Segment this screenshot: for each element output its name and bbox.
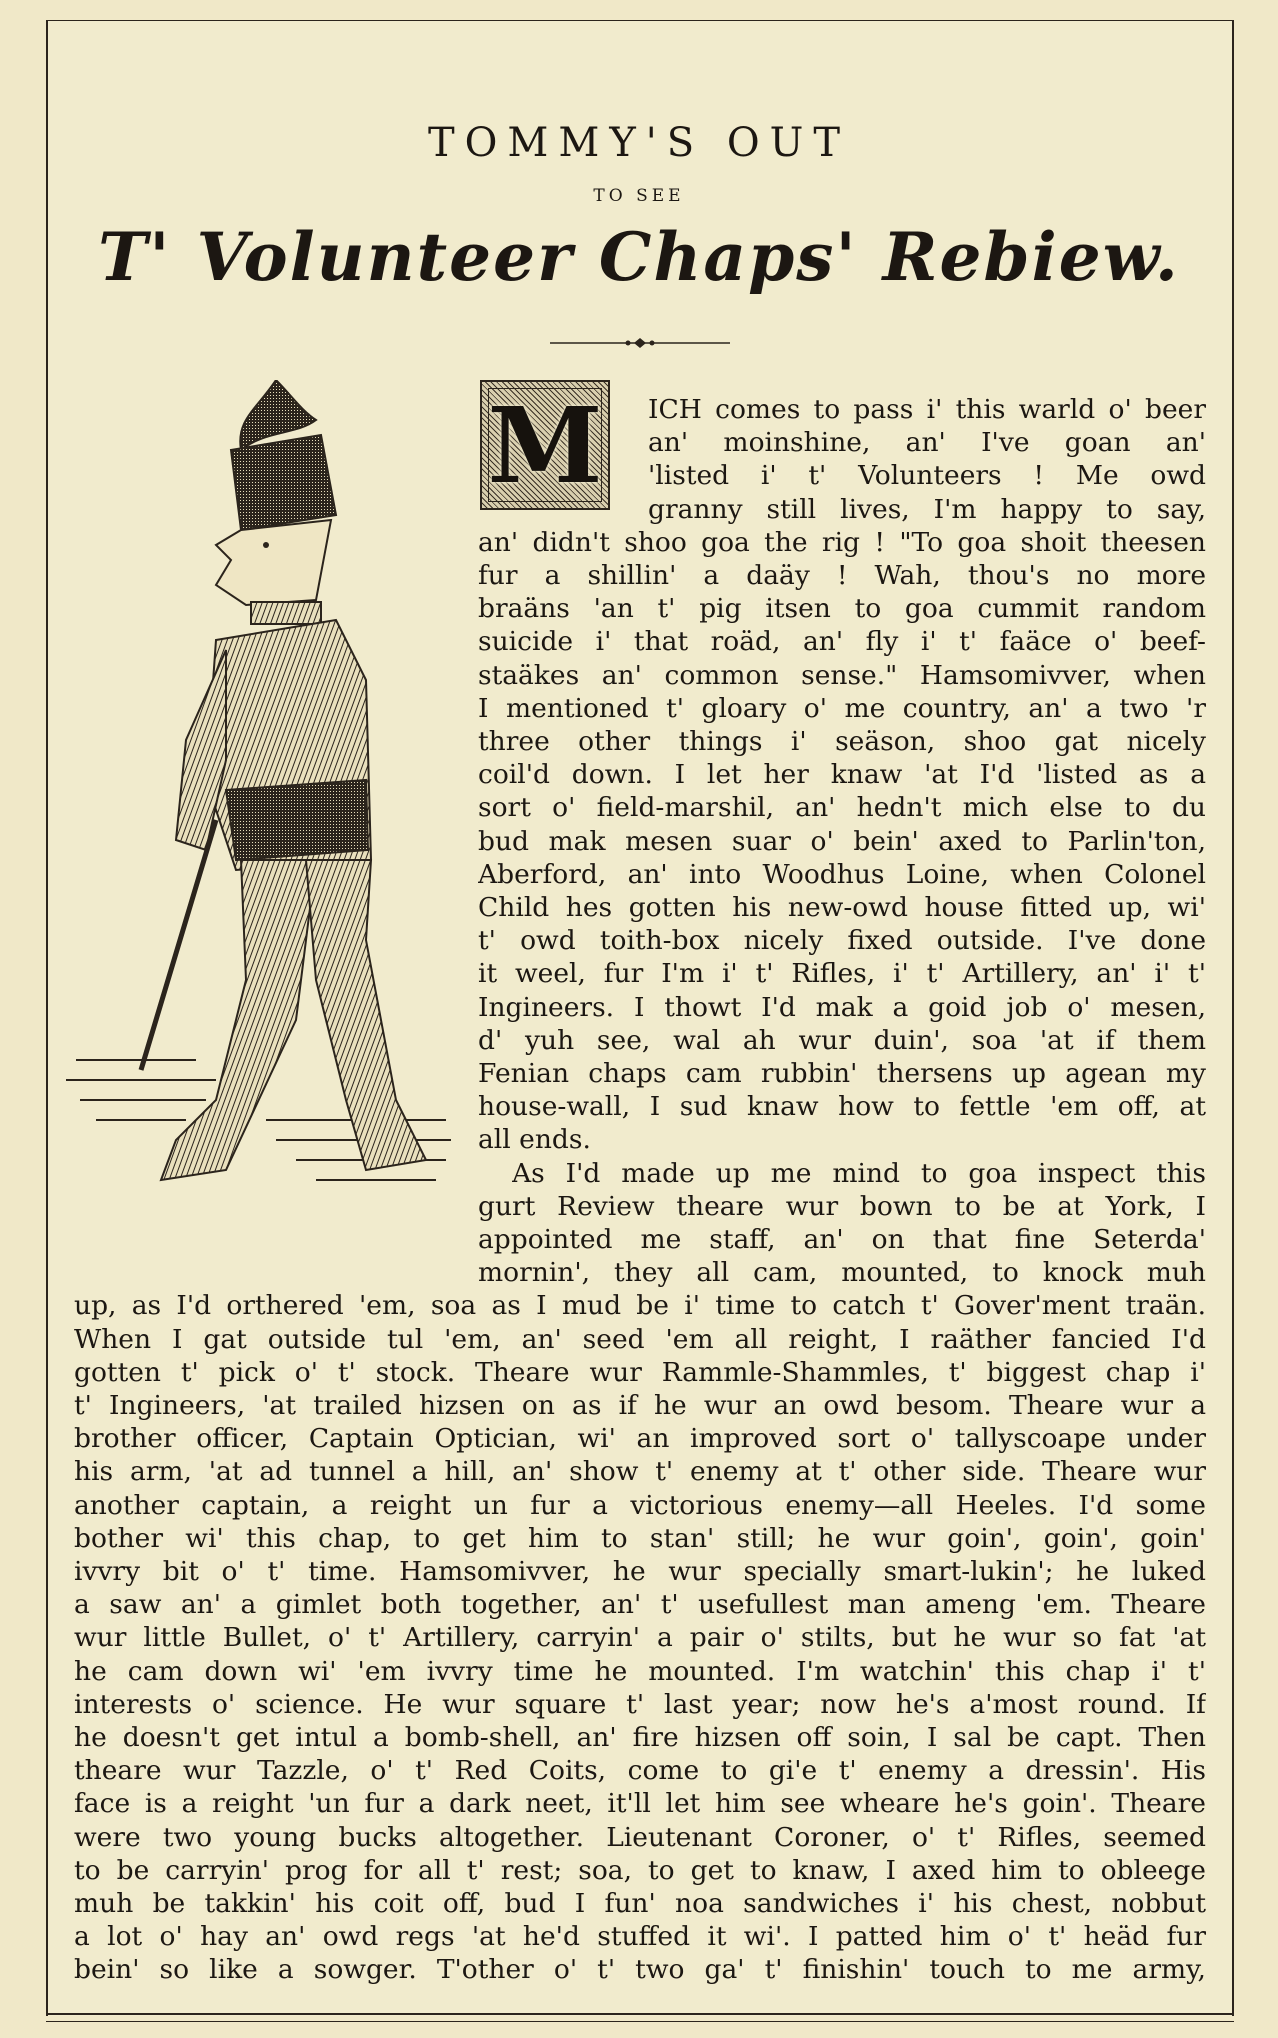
text-line: up, as I'd orthered 'em, soa as I mud be i' time to catch t' Gover'ment traän. [74, 1290, 1206, 1321]
text-line: bein' so like a sowger. T'other o' t' two ga' t' finishin' touch to me army, [74, 1954, 1206, 1985]
text-line: interests o' science. He wur square t' last year; now he's a'most round. If [74, 1689, 1206, 1720]
text-line: t' owd toith-box nicely fixed outside. I've done [478, 925, 1206, 956]
text-line: t' Ingineers, 'at trailed hizsen on as if he wur an owd besom. Theare wur a [74, 1390, 1206, 1421]
volunteer-soldier-illustration [66, 380, 456, 1240]
text-line: When I gat outside tul 'em, an' seed 'em all reight, I raäther fancied I'd [74, 1324, 1206, 1355]
text-line: a lot o' hay an' owd regs 'at he'd stuffed it wi'. I patted him o' t' heäd fur [74, 1921, 1206, 1952]
text-line: an' moinshine, an' I've goan an' [648, 427, 1206, 458]
title-line-1: TOMMY'S OUT [427, 120, 851, 166]
text-line: his arm, 'at ad tunnel a hill, an' show t' enemy at t' other side. Theare wur [74, 1456, 1206, 1487]
text-line: staäkes an' common sense." Hamsomivver, when [478, 660, 1206, 691]
text-line: sort o' field-marshil, an' hedn't mich else to du [478, 792, 1206, 823]
text-line: bud mak mesen suar o' bein' axed to Parlin'ton, [478, 826, 1206, 857]
text-line: Aberford, an' into Woodhus Loine, when Colonel [478, 859, 1206, 890]
text-line: 'listed i' t' Volunteers ! Me owd [648, 460, 1206, 491]
bottom-rule [46, 2013, 1234, 2015]
text-line: he cam down wi' 'em ivvry time he mounted. I'm watchin' this chap i' t' [74, 1656, 1206, 1687]
text-line: granny still lives, I'm happy to say, [648, 494, 1206, 525]
text-line: another captain, a reight un fur a victorious enemy—all Heeles. I'd some [74, 1490, 1206, 1521]
text-line: I mentioned t' gloary o' me country, an' a two 'r [478, 693, 1206, 724]
bottom-rule-thin [46, 2021, 1234, 2022]
title-line-3: T' Volunteer Chaps' Rebiew. [98, 218, 1180, 296]
text-line: braäns 'an t' pig itsen to goa cummit random [478, 593, 1206, 624]
text-line: it weel, fur I'm i' t' Rifles, i' t' Artillery, an' i' t' [478, 958, 1206, 989]
text-line: Child hes gotten his new-owd house fitted up, wi' [478, 892, 1206, 923]
text-line: theare wur Tazzle, o' t' Red Coits, come to gi'e t' enemy a dressin'. His [74, 1755, 1206, 1786]
text-line: he doesn't get intul a bomb-shell, an' fire hizsen off soin, I sal be capt. Then [74, 1722, 1206, 1753]
text-line: house-wall, I sud knaw how to fettle 'em off, at [478, 1091, 1206, 1122]
text-line: brother officer, Captain Optician, wi' an improved sort o' tallyscoape under [74, 1423, 1206, 1454]
text-line: wur little Bullet, o' t' Artillery, carryin' a pair o' stilts, but he wur so fat 'at [74, 1622, 1206, 1653]
text-line: to be carryin' prog for all t' rest; soa, to get to knaw, I axed him to obleege [74, 1855, 1206, 1886]
text-line: As I'd made up me mind to goa inspect this [512, 1158, 1206, 1189]
text-line: gurt Review theare wur bown to be at York, I [478, 1191, 1206, 1222]
title-line-2: TO SEE [593, 186, 685, 206]
text-line: coil'd down. I let her knaw 'at I'd 'listed as a [478, 759, 1206, 790]
text-line: fur a shillin' a daäy ! Wah, thou's no more [478, 560, 1206, 591]
text-line: mornin', they all cam, mounted, to knock muh [478, 1257, 1206, 1288]
text-line: an' didn't shoo goa the rig ! "To goa shoit theesen [478, 527, 1206, 558]
text-line: three other things i' seäson, shoo gat nicely [478, 726, 1206, 757]
text-line: were two young bucks altogether. Lieutenant Coroner, o' t' Rifles, seemed [74, 1822, 1206, 1853]
text-line: d' yuh see, wal ah wur duin', soa 'at if them [478, 1025, 1206, 1056]
text-line: muh be takkin' his coit off, bud I fun' noa sandwiches i' his chest, nobbut [74, 1888, 1206, 1919]
text-line: face is a reight 'un fur a dark neet, it'll let him see wheare he's goin'. Theare [74, 1788, 1206, 1819]
text-line: gotten t' pick o' t' stock. Theare wur Rammle-Shammles, t' biggest chap i' [74, 1357, 1206, 1388]
ornament-divider [550, 333, 730, 353]
text-line: appointed me staff, an' on that fine Seterda' [478, 1224, 1206, 1255]
text-line: bother wi' this chap, to get him to stan' still; he wur goin', goin', goin' [74, 1523, 1206, 1554]
text-line: ivvry bit o' t' time. Hamsomivver, he wur specially smart-lukin'; he luked [74, 1556, 1206, 1587]
text-line: ICH comes to pass i' this warld o' beer [648, 394, 1206, 425]
text-line: all ends. [478, 1124, 591, 1155]
text-line: Fenian chaps cam rubbin' thersens up agean my [478, 1058, 1206, 1089]
drop-cap [480, 380, 610, 510]
drop-cap-letter: M [487, 383, 603, 507]
text-line: a saw an' a gimlet both together, an' t' usefullest man ameng 'em. Theare [74, 1589, 1206, 1620]
text-line: suicide i' that roäd, an' fly i' t' faäce o' beef- [478, 626, 1206, 657]
text-line: Ingineers. I thowt I'd mak a goid job o' mesen, [478, 992, 1206, 1023]
